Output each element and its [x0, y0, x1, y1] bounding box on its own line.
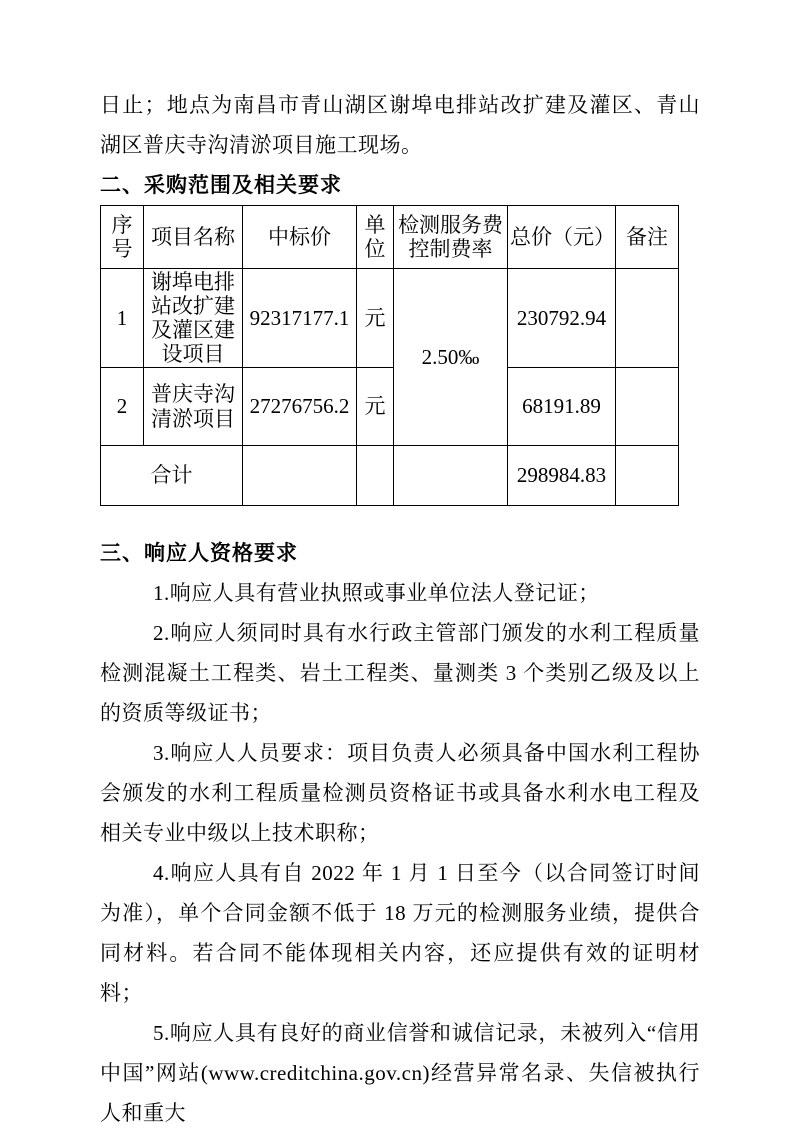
cell-unit: 元	[357, 269, 394, 368]
table-total-row	[101, 446, 679, 506]
cell-unit-empty	[357, 446, 394, 506]
cell-bid-price-empty	[243, 446, 357, 506]
table-header-row	[101, 206, 679, 269]
section-heading-qualification: 三、响应人资格要求	[100, 541, 298, 565]
cell-fee-rate-empty	[394, 446, 508, 506]
cell-total-price: 230792.94	[508, 269, 616, 368]
section-heading-procurement-scope: 二、采购范围及相关要求	[100, 173, 342, 197]
qualification-item-4: 4.响应人具有自 2022 年 1 月 1 日至今（以合同签订时间为准），单个合同金额不低于 18 万元的检测服务业绩，提供合同材料。若合同不能体现相关内容，还应提供有效的证明材料；	[100, 861, 700, 1005]
header-cell-unit: 单位	[357, 206, 394, 269]
header-cell-total-price: 总价（元）	[508, 206, 616, 269]
cell-fee-rate: 2.50‰	[394, 269, 508, 446]
cell-remark	[616, 368, 679, 446]
cell-bid-price: 27276756.2	[243, 368, 357, 446]
qualification-item-2: 2.响应人须同时具有水行政主管部门颁发的水利工程质量检测混凝土工程类、岩土工程类、量测类 3 个类别乙级及以上的资质等级证书；	[100, 621, 700, 725]
cell-total-label: 合计	[101, 446, 243, 506]
qualification-item-3: 3.响应人人员要求：项目负责人必须具备中国水利工程协会颁发的水利工程质量检测员资格证书或具备水利水电工程及相关专业中级以上技术职称；	[100, 741, 700, 845]
page-content	[100, 85, 700, 1131]
table-row-2	[101, 368, 679, 446]
header-cell-bid-price: 中标价	[243, 206, 357, 269]
qualification-item-1: 1.响应人具有营业执照或事业单位法人登记证；	[153, 581, 600, 605]
header-cell-project-name: 项目名称	[144, 206, 243, 269]
intro-paragraph: 日止；地点为南昌市青山湖区谢埠电排站改扩建及灌区、青山湖区普庆寺沟清淤项目施工现场。	[100, 93, 700, 157]
cell-unit: 元	[357, 368, 394, 446]
cell-bid-price: 92317177.1	[243, 269, 357, 368]
cell-total-price: 68191.89	[508, 368, 616, 446]
table-row-1	[101, 269, 679, 368]
cell-grand-total: 298984.83	[508, 446, 616, 506]
cell-seq: 1	[101, 269, 144, 368]
procurement-table	[100, 205, 679, 506]
cell-remark-empty	[616, 446, 679, 506]
cell-project-name: 普庆寺沟清淤项目	[144, 368, 243, 446]
header-cell-seq: 序号	[101, 206, 144, 269]
header-cell-remark: 备注	[616, 206, 679, 269]
header-cell-fee-rate: 检测服务费控制费率	[394, 206, 508, 269]
cell-remark	[616, 269, 679, 368]
cell-project-name: 谢埠电排站改扩建及灌区建设项目	[144, 269, 243, 368]
cell-seq: 2	[101, 368, 144, 446]
qualification-item-5: 5.响应人具有良好的商业信誉和诚信记录，未被列入“信用中国”网站(www.creditchina.gov.cn)经营异常名录、失信被执行人和重大	[100, 1021, 700, 1125]
